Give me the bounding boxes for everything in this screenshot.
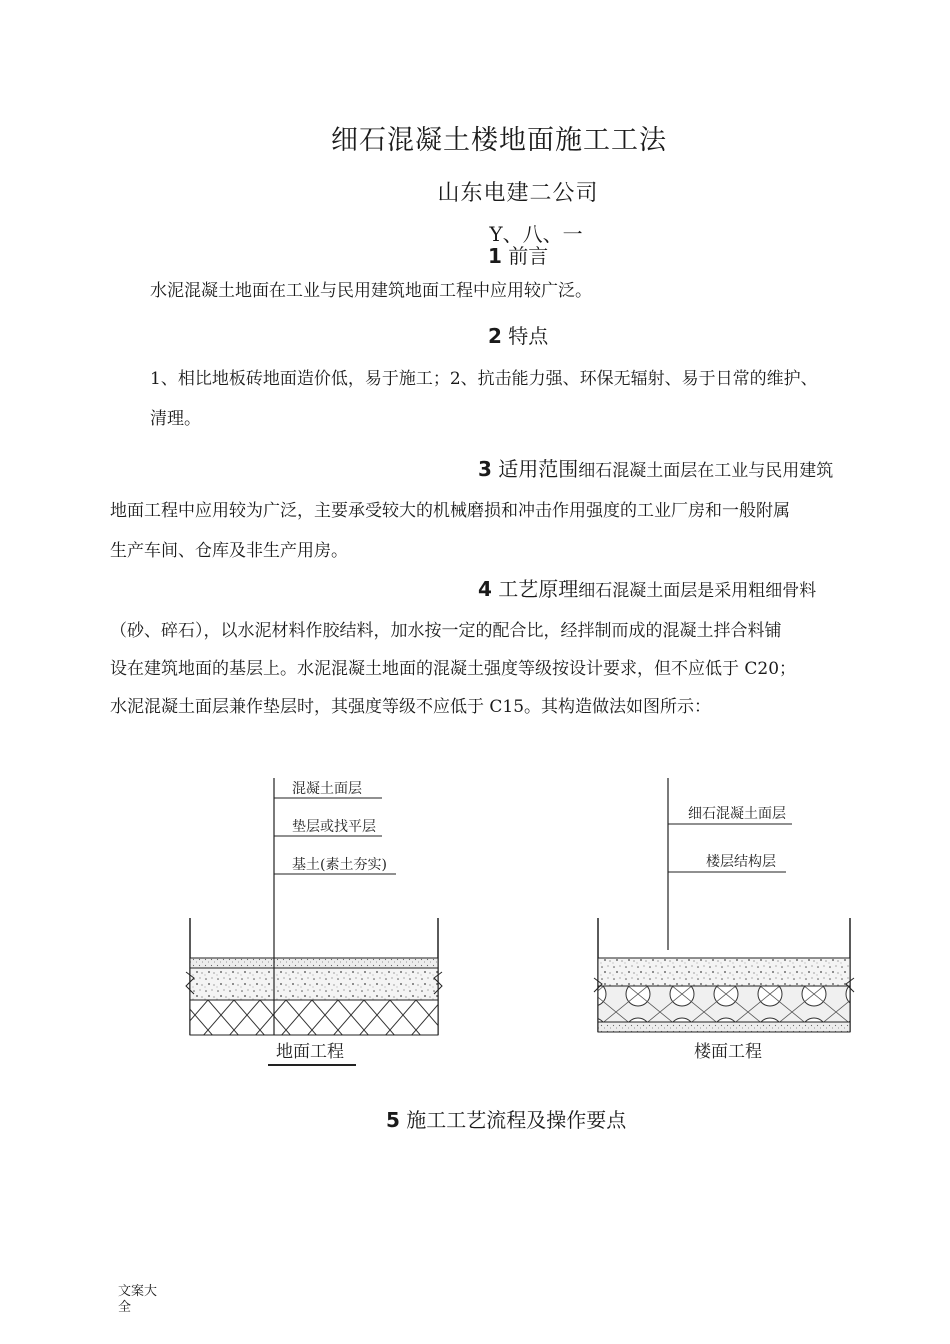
floor-construction-diagram xyxy=(594,778,854,1062)
section-5-title: 施工工艺流程及操作要点 xyxy=(406,1108,627,1132)
company-name: 山东电建二公司 xyxy=(437,181,599,206)
section-1-number: 1 xyxy=(488,244,502,268)
section-2-line-1: 1、相比地板砖地面造价低，易于施工；2、抗击能力强、环保无辐射、易于日常的维护、 xyxy=(150,369,818,389)
section-3-number: 3 xyxy=(478,457,492,481)
floor-label-structure: 楼层结构层 xyxy=(706,854,776,870)
ground-label-soil: 基土(素土夯实) xyxy=(292,857,387,873)
section-3-line-3: 生产车间、仓库及非生产用房。 xyxy=(110,541,348,561)
section-2-line-2: 清理。 xyxy=(150,409,201,429)
section-4-number: 4 xyxy=(478,577,492,601)
ground-label-cushion: 垫层或找平层 xyxy=(292,819,376,835)
section-4-line-3: 设在建筑地面的基层上。水泥混凝土地面的混凝土强度等级按设计要求，但不应低于 C20； xyxy=(110,659,797,679)
document-title: 细石混凝土楼地面施工工法 xyxy=(331,125,667,156)
section-2-heading xyxy=(488,320,548,349)
section-3-title: 适用范围 xyxy=(498,457,579,481)
floor-caption: 楼面工程 xyxy=(694,1042,762,1062)
section-4-line-2: （砂、碎石），以水泥材料作胶结料，加水按一定的配合比，经拌制而成的混凝土拌合料铺 xyxy=(110,621,782,641)
section-1-title: 前言 xyxy=(508,244,549,268)
section-1-heading xyxy=(488,240,548,269)
section-2-number: 2 xyxy=(488,324,502,348)
section-3-heading xyxy=(478,450,833,490)
section-5-number: 5 xyxy=(386,1108,400,1132)
ground-label-surface: 混凝土面层 xyxy=(292,781,362,797)
section-1-text: 水泥混凝土地面在工业与民用建筑地面工程中应用较广泛。 xyxy=(150,281,592,301)
section-5-heading xyxy=(386,1104,626,1133)
section-2-title: 特点 xyxy=(508,324,549,348)
section-3-line-2: 地面工程中应用较为广泛，主要承受较大的机械磨损和冲击作用强度的工业厂房和一般附属 xyxy=(110,501,790,521)
section-4-title: 工艺原理 xyxy=(498,577,579,601)
floor-label-surface: 细石混凝土面层 xyxy=(688,806,786,822)
construction-diagram xyxy=(0,760,950,1080)
document-date: Y、八、一 xyxy=(489,222,583,246)
section-4-lead: 细石混凝土面层是采用粗细骨料 xyxy=(578,581,817,601)
ground-caption: 地面工程 xyxy=(276,1042,344,1062)
section-4-heading xyxy=(478,570,816,610)
section-3-lead: 细石混凝土面层在工业与民用建筑 xyxy=(578,461,834,481)
footer-text: 文案大全 xyxy=(118,1284,158,1315)
ground-construction-diagram xyxy=(186,778,442,1065)
section-4-line-4: 水泥混凝土面层兼作垫层时，其强度等级不应低于 C15。其构造做法如图所示： xyxy=(110,697,712,717)
